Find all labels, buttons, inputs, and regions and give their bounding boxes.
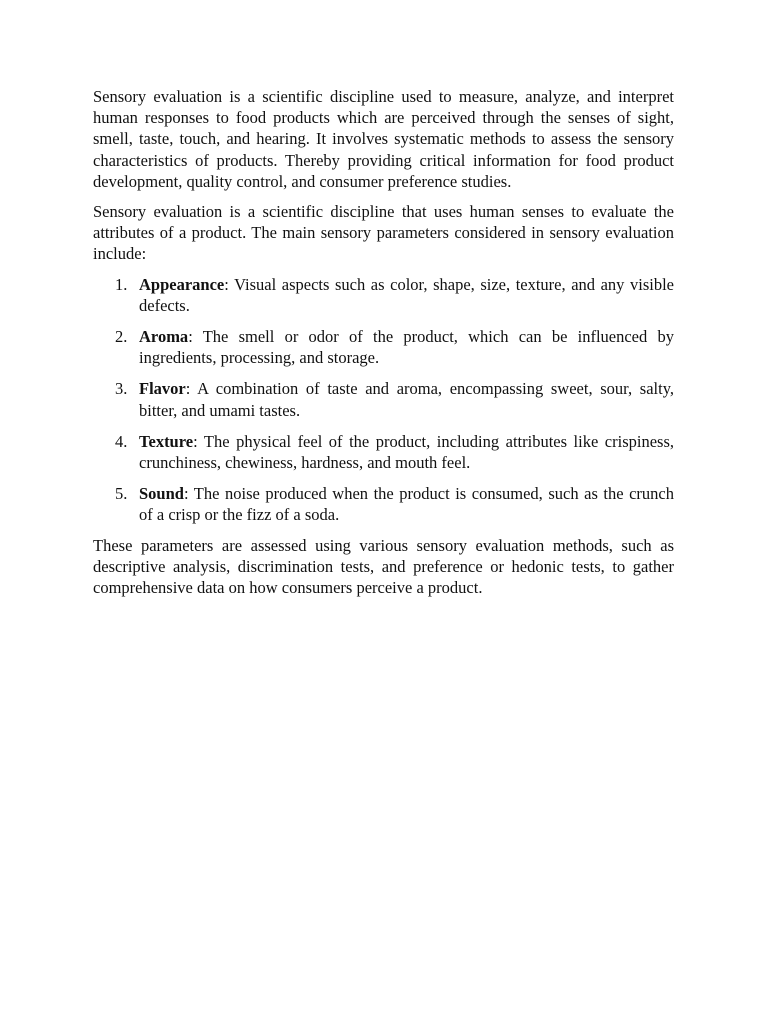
document-page (93, 86, 674, 607)
list-item-term: Aroma (139, 327, 189, 347)
list-item-term: Sound (139, 484, 184, 504)
list-item-flavor (93, 378, 674, 420)
list-item-term: Flavor (139, 379, 186, 399)
list-item-appearance (93, 274, 674, 316)
sensory-parameters-list (93, 274, 674, 526)
list-item-term: Appearance (139, 274, 225, 294)
parameters-intro-paragraph: Sensory evaluation is a scientific discipline that uses human senses to evaluate the attributes of a product. The main sensory parameters considered in sensory evaluation include: (93, 202, 674, 264)
list-item-number: 3. (115, 379, 128, 399)
list-item-sound (93, 483, 674, 525)
list-item-description: : The smell or odor of the product, which can be influenced by ingredients, processing, and storage. (139, 327, 674, 368)
list-item-description: : The noise produced when the product is consumed, such as the crunch of a crisp or the fizz of a soda. (139, 484, 674, 525)
closing-paragraph: These parameters are assessed using various sensory evaluation methods, such as descriptive analysis, discrimination tests, and preference or hedonic tests, to gather comprehensive data on how consumers perceive a product. (93, 535, 674, 598)
list-item-term: Texture (139, 431, 194, 451)
list-item-number: 5. (115, 484, 128, 504)
list-item-description: : A combination of taste and aroma, encompassing sweet, sour, salty, bitter, and umami tastes. (139, 379, 674, 420)
intro-paragraph: Sensory evaluation is a scientific discipline used to measure, analyze, and interpret human responses to food products which are perceived through the senses of sight, smell, taste, touch, and hearing. It involves systematic methods to assess the sensory characteristics of products. Thereby providing critical information for food product development, quality control, and consumer preference studies. (93, 87, 674, 191)
list-item-number: 4. (115, 431, 128, 451)
list-item-number: 2. (115, 327, 128, 347)
list-item-texture (93, 431, 674, 473)
list-item-aroma (93, 326, 674, 368)
list-item-description: : Visual aspects such as color, shape, size, texture, and any visible defects. (139, 274, 674, 315)
list-item-description: : The physical feel of the product, including attributes like crispiness, crunchiness, chewiness, hardness, and mouth feel. (139, 431, 674, 473)
list-item-number: 1. (115, 274, 128, 294)
